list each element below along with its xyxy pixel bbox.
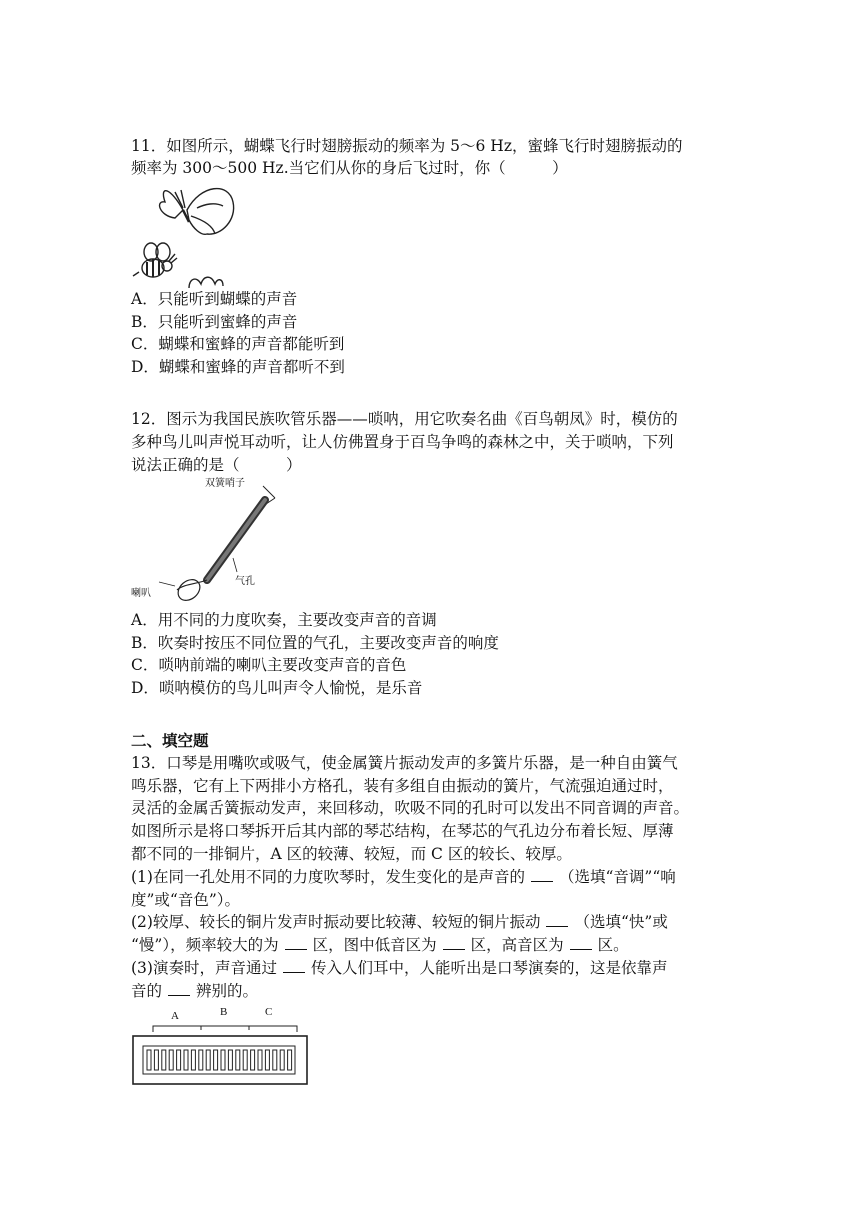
reed-slot bbox=[243, 1050, 247, 1070]
q13-sub1-text-a: (1)在同一孔处用不同的力度吹琴时，发生变化的是声音的 bbox=[131, 868, 525, 886]
zone-label-c: C bbox=[265, 1006, 273, 1018]
reed-slot bbox=[251, 1050, 255, 1070]
reed-slot bbox=[214, 1050, 218, 1070]
q11-stem-line1: 11．如图所示，蝴蝶飞行时翅膀振动的频率为 5～6 Hz，蜜蜂飞行时翅膀振动的 bbox=[131, 137, 683, 155]
q13-line4: 如图所示是将口琴拆开后其内部的琴芯结构，在琴芯的气孔边分布着长短、厚薄 bbox=[131, 822, 674, 840]
reed-slot bbox=[154, 1050, 158, 1070]
q12-option-b: B．吹奏时按压不同位置的气孔，主要改变声音的响度 bbox=[131, 634, 499, 652]
q13-sub2-text-c4: 区。 bbox=[597, 936, 629, 954]
answer-blank[interactable] bbox=[443, 935, 465, 950]
q13-sub2-text-c1: “慢”），频率较大的为 bbox=[131, 936, 279, 954]
q13-sub3-text-b2: 辨别的。 bbox=[196, 982, 259, 1000]
q11-option-d: D．蝴蝶和蜜蜂的声音都听不到 bbox=[131, 358, 345, 376]
harmonica-reeds bbox=[147, 1050, 292, 1070]
q12-stem-line1: 12．图示为我国民族吹管乐器——唢呐，用它吹奏名曲《百鸟朝凤》时，模仿的 bbox=[131, 410, 678, 428]
answer-blank[interactable] bbox=[570, 935, 592, 950]
q12-stem-line3: 说法正确的是（ ） bbox=[131, 456, 302, 474]
answer-blank[interactable] bbox=[285, 935, 307, 950]
q13-sub2-line1 bbox=[131, 911, 731, 933]
q12-option-a: A．用不同的力度吹奏，主要改变声音的音调 bbox=[131, 611, 437, 629]
q11-option-b: B．只能听到蜜蜂的声音 bbox=[131, 313, 298, 331]
reed-slot bbox=[221, 1050, 225, 1070]
butterfly-wing-left bbox=[160, 191, 183, 218]
q11-stem-line2: 频率为 300～500 Hz.当它们从你的身后飞过时，你（ ） bbox=[131, 159, 568, 177]
q13-sub3-text-a2: 传入人们耳中，人能听出是口琴演奏的，这是依靠声 bbox=[310, 959, 668, 977]
q13-sub3-line2 bbox=[131, 980, 731, 1002]
q11-option-c: C．蝴蝶和蜜蜂的声音都能听到 bbox=[131, 335, 345, 353]
q13-line5: 都不同的一排铜片，A 区的较薄、较短，而 C 区的较长、较厚。 bbox=[131, 845, 572, 863]
answer-blank[interactable] bbox=[546, 912, 568, 927]
suona-reed-label: 双簧哨子 bbox=[205, 478, 245, 489]
suona-drawing bbox=[131, 472, 291, 602]
q12-stem-line2: 多种鸟儿叫声悦耳动听，让人仿佛置身于百鸟争鸣的森林之中，关于唢呐，下列 bbox=[131, 433, 674, 451]
answer-blank[interactable] bbox=[531, 867, 553, 882]
answer-blank[interactable] bbox=[283, 958, 305, 973]
q13-sub2-line2 bbox=[131, 934, 731, 956]
harmonica-drawing bbox=[131, 1006, 311, 1088]
q13-sub2-text-b: （选填“快”或 bbox=[574, 913, 668, 931]
section-title: 二、填空题 bbox=[131, 732, 209, 750]
q13-sub1-text-b: （选填“音调”“响 bbox=[558, 868, 676, 886]
reed-slot bbox=[273, 1050, 277, 1070]
harmonica-body bbox=[133, 1036, 307, 1084]
q12-option-d: D．唢呐模仿的鸟儿叫声令人愉悦，是乐音 bbox=[131, 679, 423, 697]
reed-slot bbox=[236, 1050, 240, 1070]
q13-sub3-text-b1: 音的 bbox=[131, 982, 163, 1000]
reed-slot bbox=[258, 1050, 262, 1070]
reed-slot bbox=[162, 1050, 166, 1070]
reed-slot bbox=[169, 1050, 173, 1070]
butterfly-bee-figure bbox=[131, 180, 241, 290]
answer-blank[interactable] bbox=[168, 981, 190, 996]
q11-option-a: A．只能听到蝴蝶的声音 bbox=[131, 290, 298, 308]
q13-sub1-line2: 度”或“音色”）。 bbox=[131, 891, 241, 909]
reed-slot bbox=[206, 1050, 210, 1070]
zone-bracket bbox=[153, 1026, 297, 1032]
harmonica-figure bbox=[131, 1006, 311, 1088]
q13-sub1-line1 bbox=[131, 866, 731, 888]
suona-horn-label: 喇叭 bbox=[131, 588, 151, 599]
butterfly-wing-right bbox=[187, 189, 234, 235]
reed-slot bbox=[228, 1050, 232, 1070]
q13-sub3-text-a1: (3)演奏时，声音通过 bbox=[131, 959, 277, 977]
zone-label-a: A bbox=[171, 1010, 179, 1022]
reed-slot bbox=[199, 1050, 203, 1070]
q13-line3: 灵活的金属舌簧振动发声，来回移动，吹吸不同的孔时可以发出不同音调的声音。 bbox=[131, 799, 690, 817]
q13-sub2-text-a: (2)较厚、较长的铜片发声时振动要比较薄、较短的铜片振动 bbox=[131, 913, 541, 931]
q13-sub3-line1 bbox=[131, 957, 731, 979]
q13-sub2-text-c3: 区，高音区为 bbox=[470, 936, 564, 954]
reed-slot bbox=[177, 1050, 181, 1070]
reed-slot bbox=[265, 1050, 269, 1070]
q13-sub2-text-c2: 区，图中低音区为 bbox=[312, 936, 437, 954]
reed-slot bbox=[280, 1050, 284, 1070]
reed-slot bbox=[191, 1050, 195, 1070]
suona-figure bbox=[131, 472, 291, 602]
reed-slot bbox=[288, 1050, 292, 1070]
zone-label-b: B bbox=[220, 1006, 228, 1018]
q12-option-c: C．唢呐前端的喇叭主要改变声音的音色 bbox=[131, 656, 407, 674]
q13-line1: 13．口琴是用嘴吹或吸气，使金属簧片振动发声的多簧片乐器，是一种自由簧气 bbox=[131, 754, 678, 772]
suona-hole-label: 气孔 bbox=[235, 576, 255, 587]
reed-slot bbox=[147, 1050, 151, 1070]
q13-line2: 鸣乐器，它有上下两排小方格孔，装有多组自由振动的簧片，气流强迫通过时， bbox=[131, 777, 674, 795]
reed-slot bbox=[184, 1050, 188, 1070]
